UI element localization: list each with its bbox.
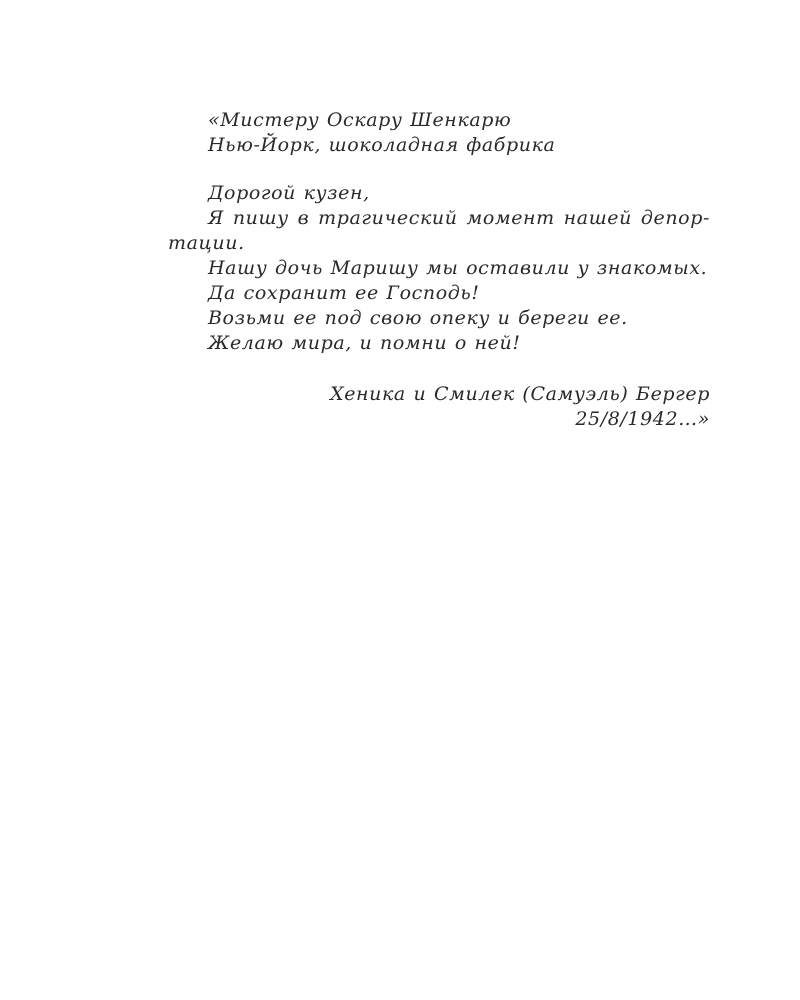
body-line: Нашу дочь Маришу мы оставили у знакомых.: [208, 257, 708, 279]
letter-text: [168, 108, 710, 432]
paragraph-gap: [168, 158, 710, 181]
signature-line: Хеника и Смилек (Самуэль) Бергер: [330, 383, 710, 405]
body-line: Желаю мира, и помни о ней!: [208, 332, 521, 354]
body-line: Возьми ее под свою опеку и береги ее.: [208, 307, 628, 329]
body-line: Я пишу в трагический момент нашей депор-: [208, 207, 710, 229]
salutation-line: Дорогой кузен,: [208, 182, 370, 204]
date-line: 25/8/1942…»: [575, 408, 710, 430]
recipient-address-line: Нью-Йорк, шоколадная фабрика: [208, 134, 556, 156]
recipient-line: «Мистеру Оскару Шенкарю: [208, 109, 512, 131]
body-line: тации.: [168, 232, 245, 254]
paragraph-gap: [168, 356, 710, 382]
body-line: Да сохранит ее Господь!: [208, 282, 480, 304]
